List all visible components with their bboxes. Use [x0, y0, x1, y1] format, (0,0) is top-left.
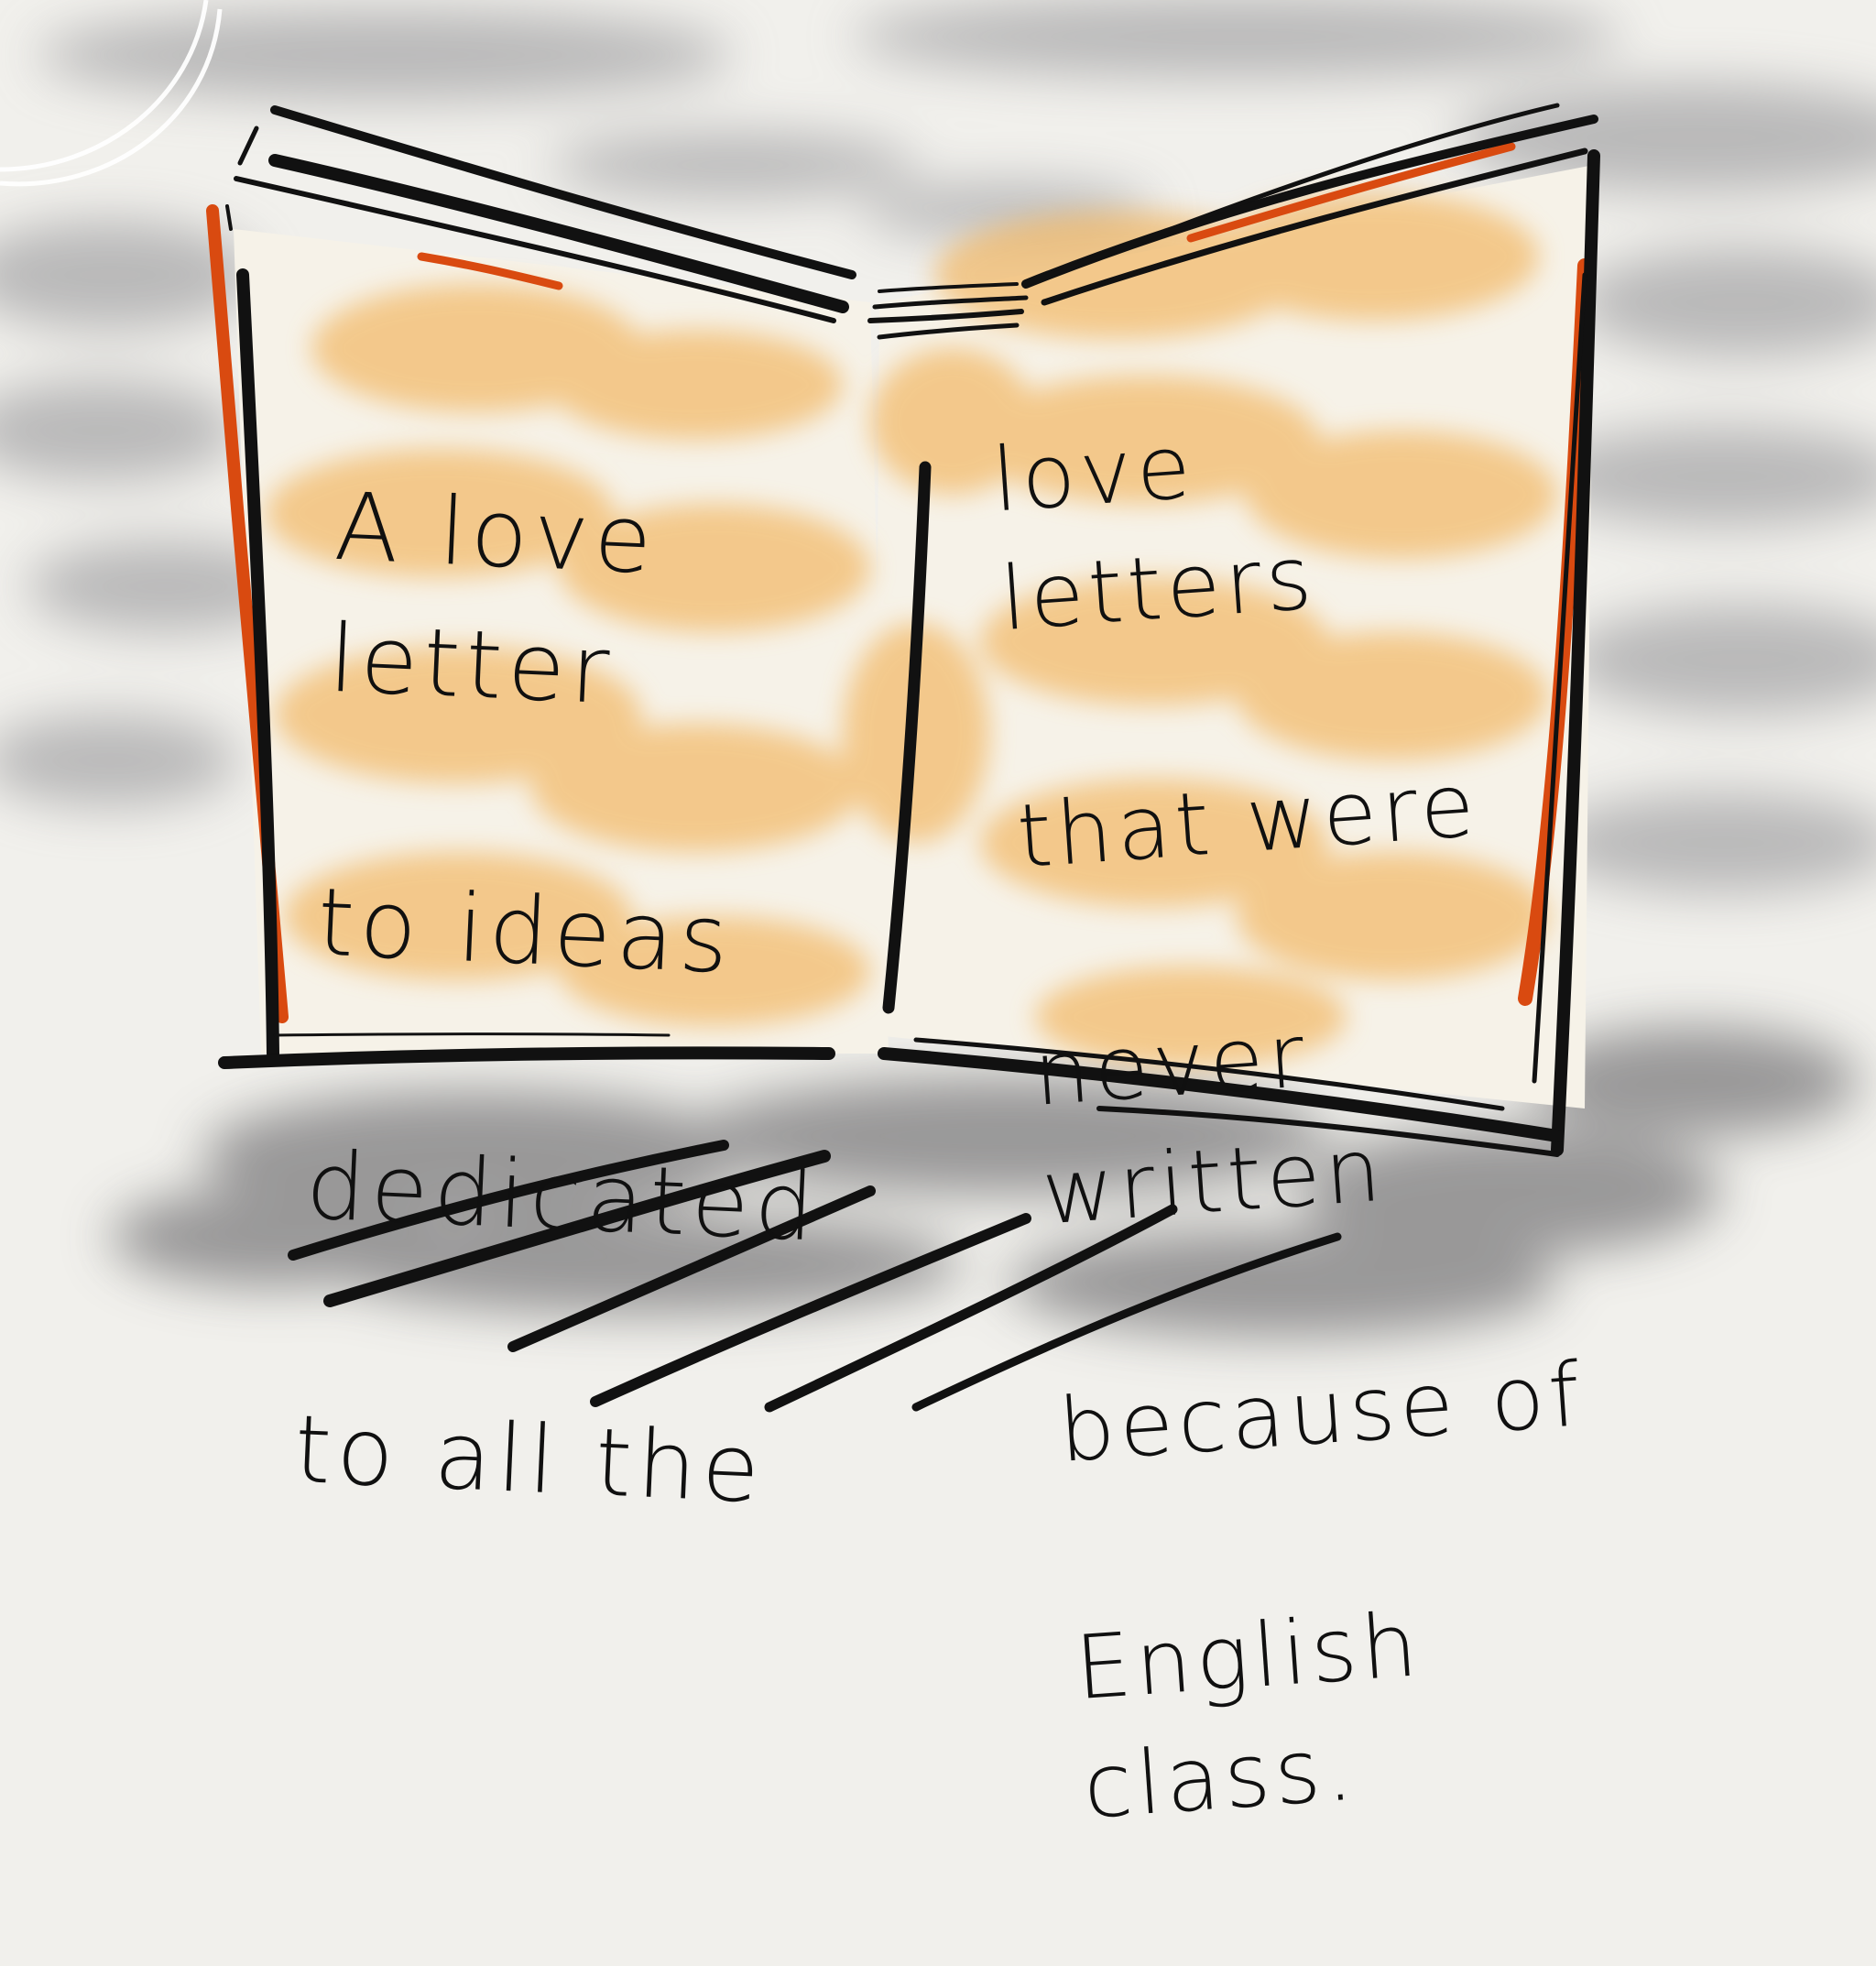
left-page-line: to ideas — [315, 868, 736, 996]
right-page-line: English class. — [1072, 1593, 1425, 1839]
right-page-line: never written — [1031, 1004, 1389, 1245]
left-page-line: dedicated — [303, 1131, 822, 1263]
right-page-line: love letters — [988, 415, 1320, 651]
right-page-line: that were — [1013, 753, 1482, 889]
left-page-line: A love letter — [326, 472, 660, 726]
right-page-line: because of — [1055, 1343, 1588, 1482]
left-page-line: to all the — [292, 1394, 768, 1525]
left-page-text — [286, 330, 892, 1672]
right-page-text — [980, 264, 1644, 1965]
